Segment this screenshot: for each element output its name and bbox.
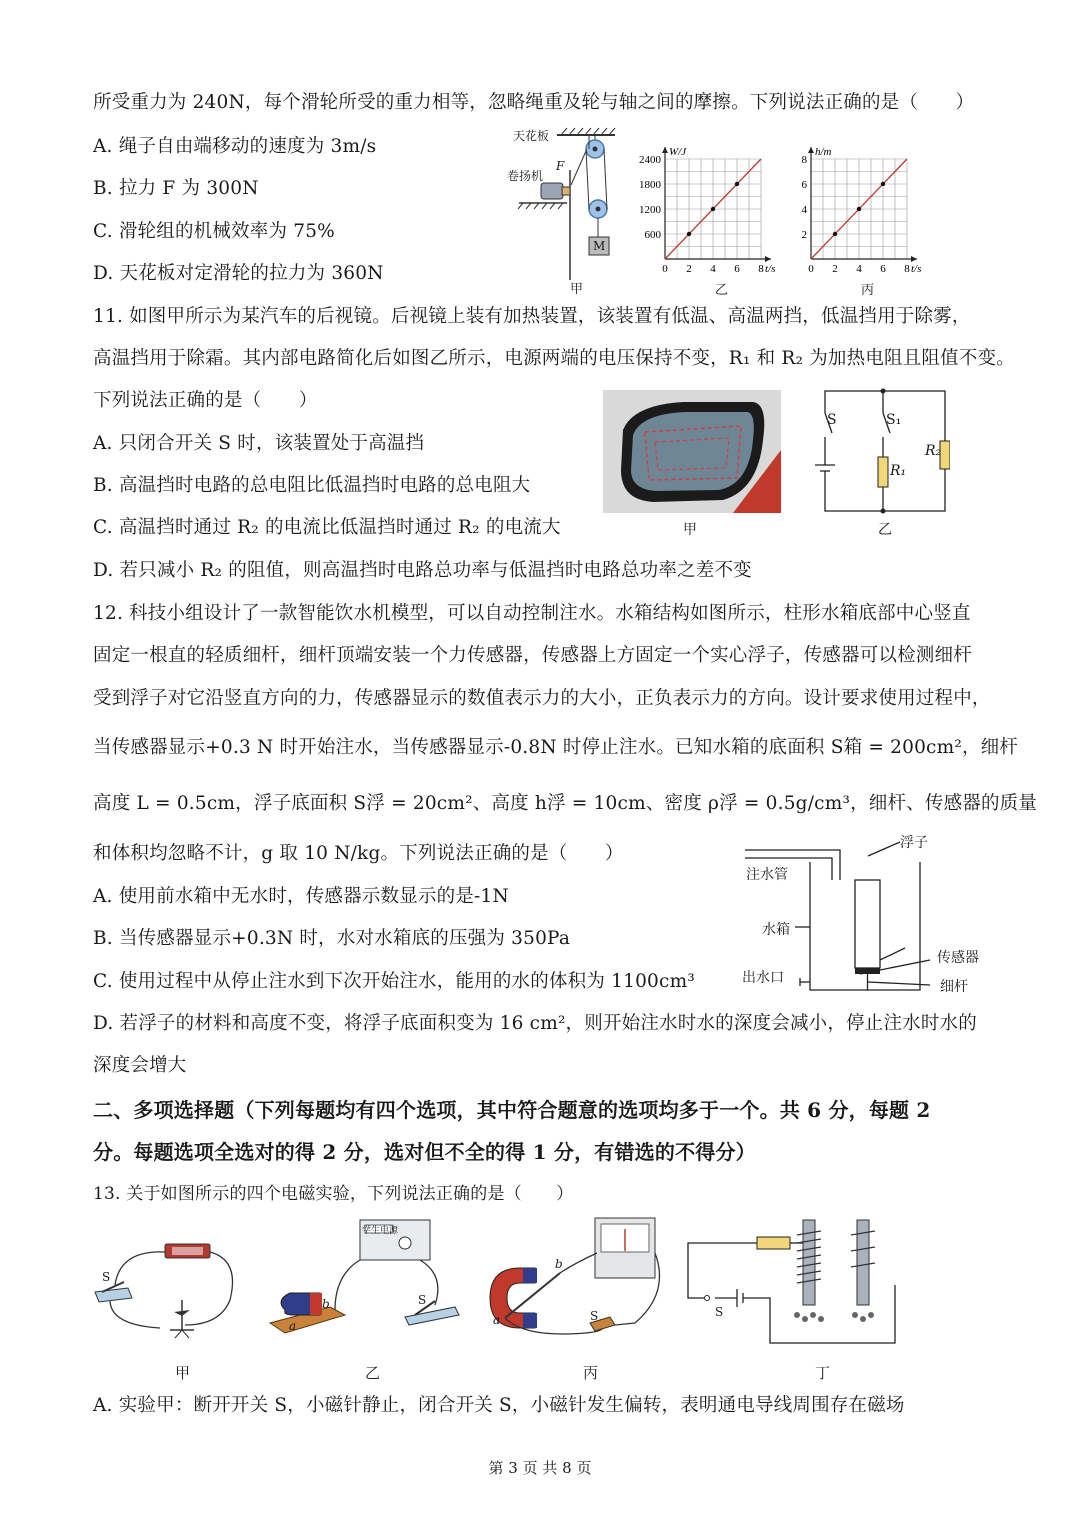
q10-option-c: C. 滑轮组的机械效率为 75% — [93, 221, 335, 242]
y-tick-label: 600 — [644, 229, 661, 241]
pulley-figure — [505, 125, 625, 295]
ceiling-label: 天花板 — [513, 129, 550, 143]
chart-work-time — [625, 135, 785, 298]
q12-stem-6: 和体积均忽略不计，g 取 10 N/kg。下列说法正确的是（ ） — [93, 843, 624, 864]
chart-height-time — [785, 135, 945, 298]
q12-stem-3: 受到浮子对它沿竖直方向的力，传感器显示的数值表示力的大小，正负表示力的方向。设计要求使用过程中， — [93, 688, 991, 709]
x-tick-label: 6 — [880, 263, 886, 275]
x-tick-label: 0 — [808, 263, 814, 275]
x-tick-label: 0 — [662, 263, 668, 275]
experiment-bing — [485, 1213, 670, 1345]
q11-option-a: A. 只闭合开关 S 时，该装置处于高温挡 — [93, 433, 425, 454]
q13-option-a: A. 实验甲：断开开关 S，小磁针静止，闭合开关 S，小磁针发生偏转，表明通电导线周围存在磁场 — [93, 1395, 905, 1416]
y-tick-label: 6 — [801, 179, 807, 191]
q12-option-b: B. 当传感器显示+0.3N 时，水对水箱底的压强为 350Pa — [93, 928, 571, 949]
y-tick-label: 4 — [801, 204, 807, 216]
data-point — [687, 232, 691, 236]
float-label: 浮子 — [900, 835, 928, 851]
y-tick-label: 2 — [801, 229, 807, 241]
x-tick-label: 4 — [856, 263, 862, 275]
y-axis-arrow — [808, 147, 814, 153]
x-axis-arrow — [765, 256, 771, 262]
q10-option-b: B. 拉力 F 为 300N — [93, 178, 259, 199]
bing-b-label: b — [555, 1257, 563, 1271]
yi-b-label: b — [322, 1297, 330, 1311]
x-axis-label: t/s — [765, 263, 776, 275]
switch-s1-label: S₁ — [886, 412, 902, 428]
yi-a-label: a — [289, 1319, 297, 1333]
section-2-heading-2: 分。每题选项全选对的得 2 分，选对但不全的得 1 分，有错选的不得分） — [93, 1140, 756, 1164]
section-2-heading-1: 二、多项选择题（下列每题均有四个选项，其中符合题意的选项均多于一个。共 6 分，每题 2 — [93, 1098, 931, 1122]
q12-option-c: C. 使用过程中从停止注水到下次开始注水，能用的水的体积为 1100cm³ — [93, 971, 695, 992]
q12-stem-4: 当传感器显示+0.3 N 时开始注水，当传感器显示-0.8N 时停止注水。已知水箱的底面积 S箱 = 200cm²，细杆 — [93, 737, 1019, 758]
mirror-photo — [603, 390, 781, 513]
force-label: F — [556, 159, 565, 173]
experiment-bing-drawing — [485, 1213, 670, 1345]
q13-stem: 13. 关于如图所示的四个电磁实验，下列说法正确的是（ ） — [93, 1184, 574, 1204]
experiment-ding — [685, 1215, 900, 1345]
y-axis-arrow — [662, 147, 668, 153]
data-point — [881, 182, 885, 186]
page-footer: 第 3 页 共 8 页 — [488, 1459, 592, 1477]
fig-jia-caption: 甲 — [570, 282, 584, 297]
data-point — [857, 207, 861, 211]
y-tick-label: 2400 — [639, 154, 661, 166]
y-axis-label: W/J — [669, 146, 687, 158]
data-point — [735, 182, 739, 186]
y-tick-label: 8 — [801, 154, 807, 166]
x-tick-label: 8 — [758, 263, 764, 275]
yi-switch-label: S — [418, 1293, 427, 1307]
x-tick-label: 2 — [832, 263, 838, 275]
q10-option-a: A. 绳子自由端移动的速度为 3m/s — [93, 136, 377, 157]
q12-option-a: A. 使用前水箱中无水时，传感器示数显示的是-1N — [93, 886, 509, 907]
ding-switch-label: S — [715, 1305, 724, 1319]
experiment-bing-caption: 丙 — [583, 1364, 599, 1382]
pulley-drawing — [505, 125, 625, 295]
switch-s-label: S — [827, 412, 837, 428]
q12-stem-5: 高度 L = 0.5cm，浮子底面积 S浮 = 20cm²、高度 h浮 = 10cm、密度 ρ浮 = 0.5g/cm³，细杆、传感器的质量 — [93, 793, 1038, 814]
q11-option-b: B. 高温挡时电路的总电阻比低温挡时电路的总电阻大 — [93, 475, 531, 496]
q11-stem-1: 11. 如图甲所示为某汽车的后视镜。后视镜上装有加热装置，该装置有低温、高温两挡，低温挡用于除雾， — [93, 306, 971, 327]
chart-yi-caption: 乙 — [715, 283, 729, 298]
experiment-yi-caption: 乙 — [365, 1364, 381, 1382]
experiment-jia — [90, 1230, 240, 1345]
winch-label: 卷扬机 — [507, 169, 544, 183]
experiment-ding-caption: 丁 — [815, 1364, 831, 1382]
q12-stem-1: 12. 科技小组设计了一款智能饮水机模型，可以自动控制注水。水箱结构如图所示，柱形水箱底部中心竖直 — [93, 603, 971, 624]
load-label: M — [593, 239, 606, 253]
circuit-caption: 乙 — [878, 522, 892, 538]
y-tick-label: 1800 — [639, 179, 661, 191]
experiment-jia-caption: 甲 — [175, 1364, 191, 1382]
mirror-drawing — [603, 390, 781, 513]
x-tick-label: 6 — [734, 263, 740, 275]
q11-stem-2: 高温挡用于除霜。其内部电路简化后如图乙所示，电源两端的电压保持不变，R₁ 和 R₂ 为加热电阻且阻值不变。 — [93, 348, 1015, 369]
q10-option-d: D. 天花板对定滑轮的拉力为 360N — [93, 263, 384, 284]
jia-switch-label: S — [102, 1270, 111, 1284]
outlet-label: 出水口 — [742, 970, 784, 986]
y-tick-label: 1200 — [639, 204, 661, 216]
sensor-label: 传感器 — [937, 950, 979, 966]
data-point — [833, 232, 837, 236]
heater-circuit — [810, 385, 950, 515]
experiment-jia-drawing — [90, 1230, 240, 1345]
mirror-caption: 甲 — [683, 522, 697, 538]
r1-label: R₁ — [890, 463, 907, 479]
rod-label: 细杆 — [940, 979, 968, 995]
q10-stem: 所受重力为 240N，每个滑轮所受的重力相等，忽略绳重及轮与轴之间的摩擦。下列说法正确的是（ ） — [93, 92, 975, 113]
data-point — [711, 207, 715, 211]
q11-stem-3: 下列说法正确的是（ ） — [93, 390, 318, 411]
x-tick-label: 4 — [710, 263, 716, 275]
experiment-ding-drawing — [685, 1215, 900, 1345]
chart-bing-caption: 丙 — [861, 283, 875, 298]
q12-option-d-cont: 深度会增大 — [93, 1055, 187, 1076]
pipe-label: 注水管 — [746, 867, 788, 883]
experiment-yi — [265, 1215, 465, 1345]
q11-option-d: D. 若只减小 R₂ 的阻值，则高温挡时电路总功率与低温挡时电路总功率之差不变 — [93, 560, 752, 581]
r2-label: R₂ — [925, 443, 942, 459]
bing-a-label: a — [493, 1313, 501, 1327]
q11-option-c: C. 高温挡时通过 R₂ 的电流比低温挡时通过 R₂ 的电流大 — [93, 517, 561, 538]
tank-label: 水箱 — [762, 922, 790, 938]
x-axis-label: t/s — [911, 263, 922, 275]
chart-work-time-svg — [625, 135, 785, 295]
x-tick-label: 2 — [686, 263, 692, 275]
y-axis-label: h/m — [815, 146, 832, 158]
x-axis-arrow — [911, 256, 917, 262]
bing-switch-label: S — [590, 1309, 599, 1323]
power-supply-label: 学生电源 — [362, 1226, 399, 1236]
water-tank-figure — [740, 830, 990, 995]
q12-option-d: D. 若浮子的材料和高度不变，将浮子底面积变为 16 cm²，则开始注水时水的深度会减小，停止注水时水的 — [93, 1013, 977, 1034]
q12-stem-2: 固定一根直的轻质细杆，细杆顶端安装一个力传感器，传感器上方固定一个实心浮子，传感器可以检测细杆 — [93, 645, 972, 666]
chart-height-time-svg — [785, 135, 945, 295]
x-tick-label: 8 — [904, 263, 910, 275]
